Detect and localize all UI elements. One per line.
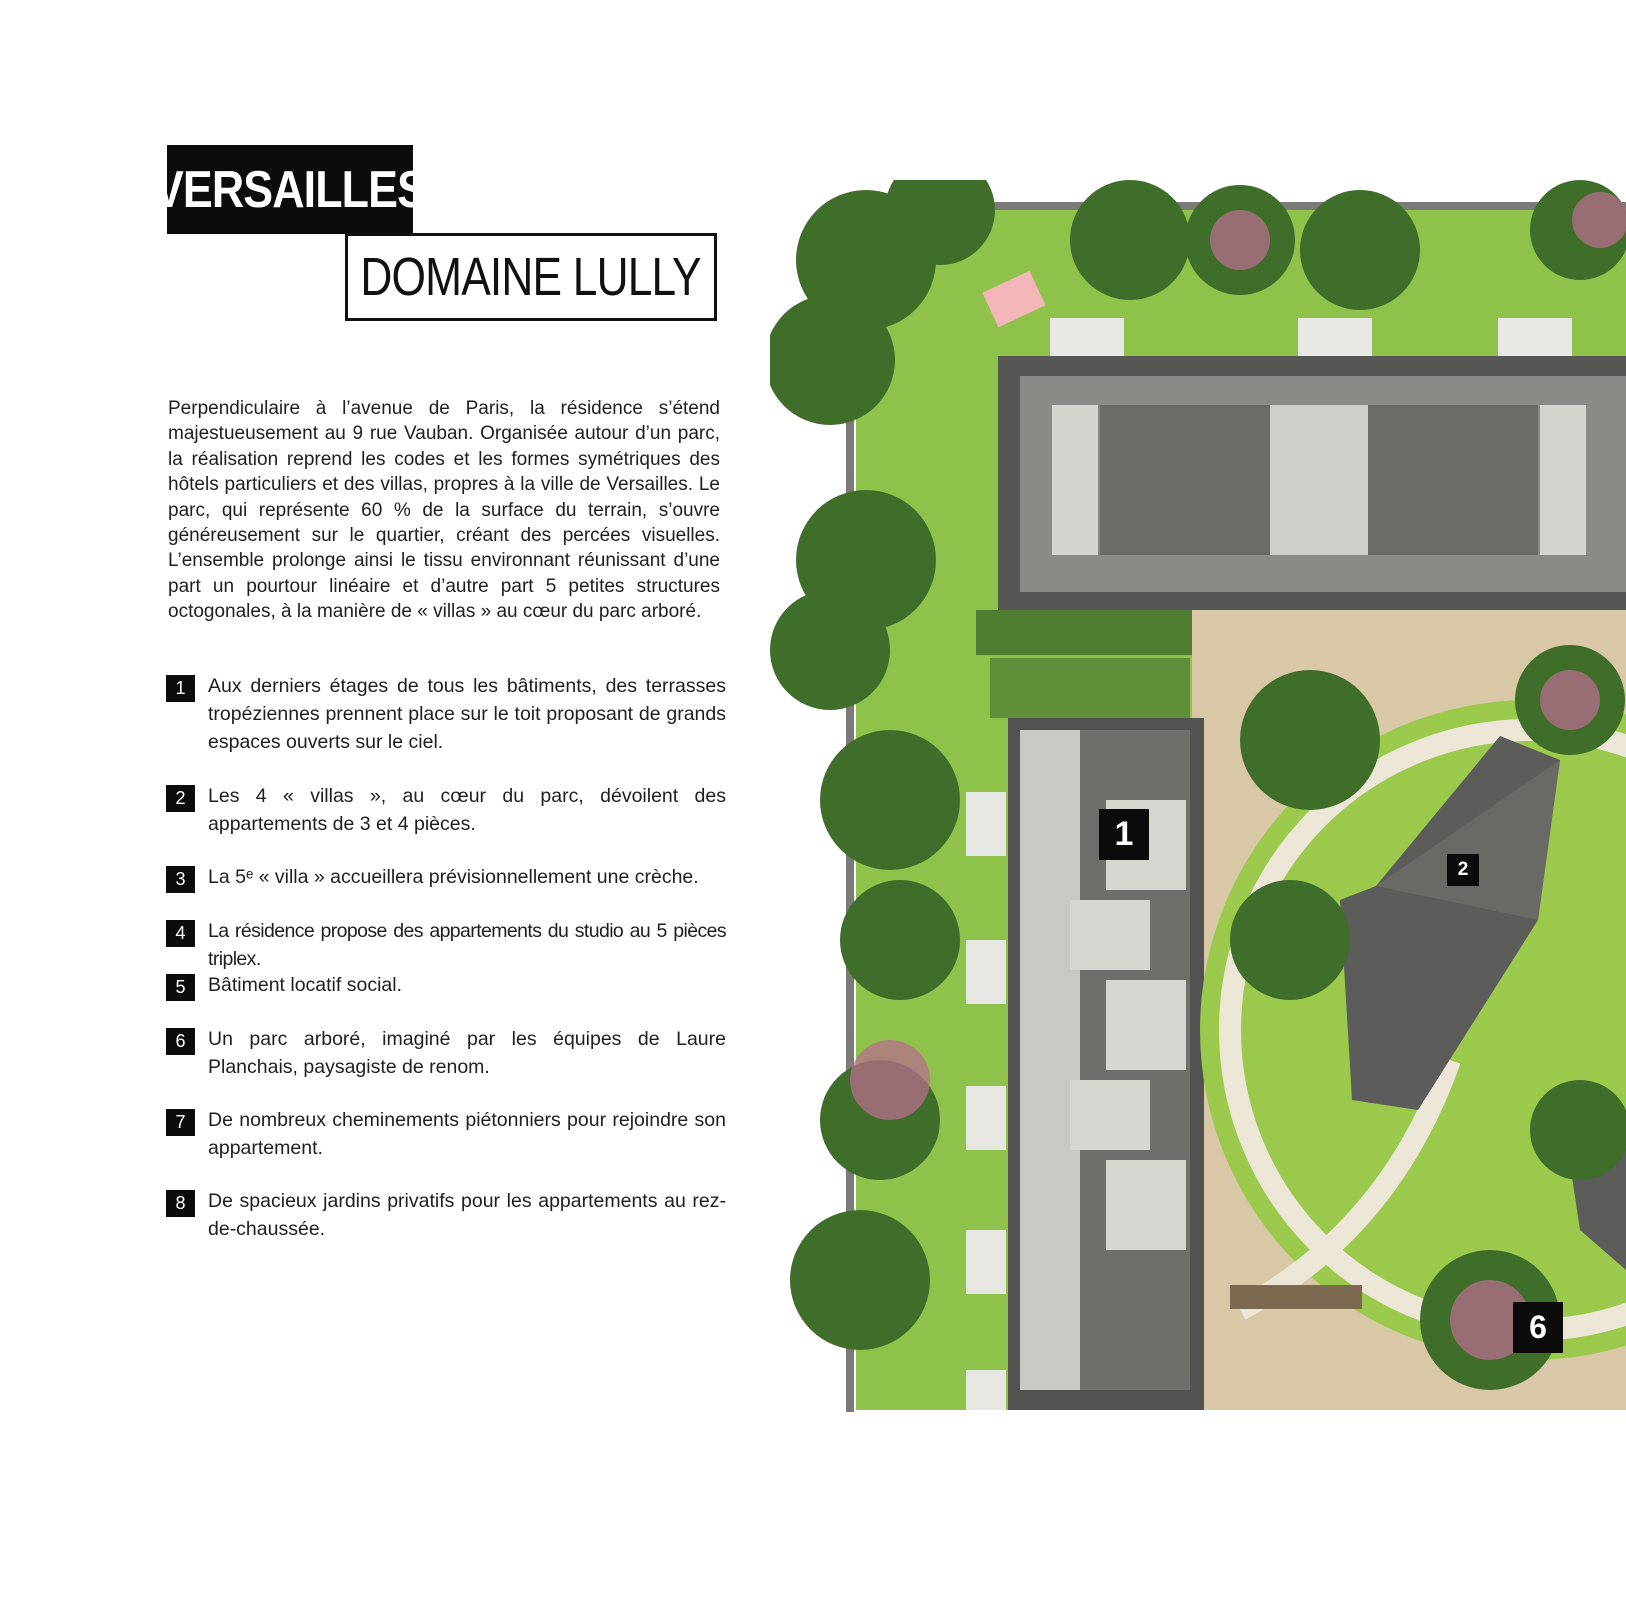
feature-number-badge: 4 <box>166 920 195 947</box>
city-title: VERSAILLES <box>167 145 413 234</box>
project-title <box>345 233 717 321</box>
plan-label-terraces: 1 <box>1099 809 1149 860</box>
garden-step <box>966 1230 1006 1294</box>
terrace-slab <box>1070 900 1150 970</box>
hedge <box>990 658 1190 718</box>
top-building-edge-right <box>1540 405 1586 555</box>
doorstep <box>1050 318 1124 356</box>
feature-number-badge: 6 <box>166 1028 195 1055</box>
feature-text: Aux derniers étages de tous les bâtiments, des terrasses tropéziennes prennent place sur le toit proposant de grands espaces ouverts sur le ciel. <box>208 675 726 753</box>
intro-text: Perpendiculaire à l’avenue de Paris, la résidence s’étend majestueusement au 9 rue Vauban. Organisée autour d’un parc, la réalisation reprend les codes et les formes symétriques des hôtels particuliers et des villas, propres à la ville de Versailles. Le parc, qui représente 60 % de la surface du terrain, s’ouvre généreusement sur le quartier, créant des percées visuelles. L’ensemble prolonge ainsi le tissu environnant réunissant d’une part un pourtour linéaire et d’autre part 5 petites structures octogonales, à la manière de « villas » au cœur du parc arboré. <box>168 398 720 623</box>
bench <box>1230 1285 1362 1309</box>
feature-text: Les 4 « villas », au cœur du parc, dévoilent des appartements de 3 et 4 pièces. <box>208 785 726 835</box>
doorstep <box>1298 318 1372 356</box>
top-building-terrace-right <box>1368 405 1538 555</box>
feature-text: De nombreux cheminements piétonniers pour rejoindre son appartement. <box>208 1109 726 1159</box>
project-title-text: DOMAINE LULLY <box>360 247 702 307</box>
feature-text: La 5ᵉ « villa » accueillera prévisionnellement une crèche. <box>208 866 699 888</box>
feature-number-badge: 3 <box>166 866 195 893</box>
feature-text: Un parc arboré, imaginé par les équipes de Laure Planchais, paysagiste de renom. <box>208 1028 726 1078</box>
garden-step <box>966 940 1006 1004</box>
garden-step <box>966 792 1006 856</box>
top-building-walkway <box>1270 405 1368 555</box>
feature-number-badge: 1 <box>166 675 195 702</box>
garden-step <box>966 1370 1006 1410</box>
top-building-terrace-left <box>1100 405 1270 555</box>
terrace-slab <box>1106 980 1186 1070</box>
feature-number-badge: 2 <box>166 785 195 812</box>
feature-number-badge: 5 <box>166 974 195 1001</box>
site-plan-drawing <box>770 180 1626 1430</box>
left-building-walkway <box>1020 730 1080 1390</box>
hedge <box>976 610 1192 655</box>
site-plan-illustration <box>770 180 1626 1430</box>
terrace-slab <box>1070 1080 1150 1150</box>
plan-label-villa: 2 <box>1447 854 1479 886</box>
intro-paragraph <box>168 396 720 625</box>
feature-text: De spacieux jardins privatifs pour les appartements au rez-de-chaussée. <box>208 1190 726 1240</box>
terrace-slab <box>1106 1160 1186 1250</box>
feature-number-badge: 7 <box>166 1109 195 1136</box>
top-building-edge-left <box>1052 405 1098 555</box>
plan-label-park: 6 <box>1513 1302 1563 1353</box>
doorstep <box>1498 318 1572 356</box>
garden-step <box>966 1086 1006 1150</box>
feature-text: Bâtiment locatif social. <box>208 974 403 996</box>
feature-text: La résidence propose des appartements du studio au 5 pièces triplex. <box>208 920 726 970</box>
feature-number-badge: 8 <box>166 1190 195 1217</box>
